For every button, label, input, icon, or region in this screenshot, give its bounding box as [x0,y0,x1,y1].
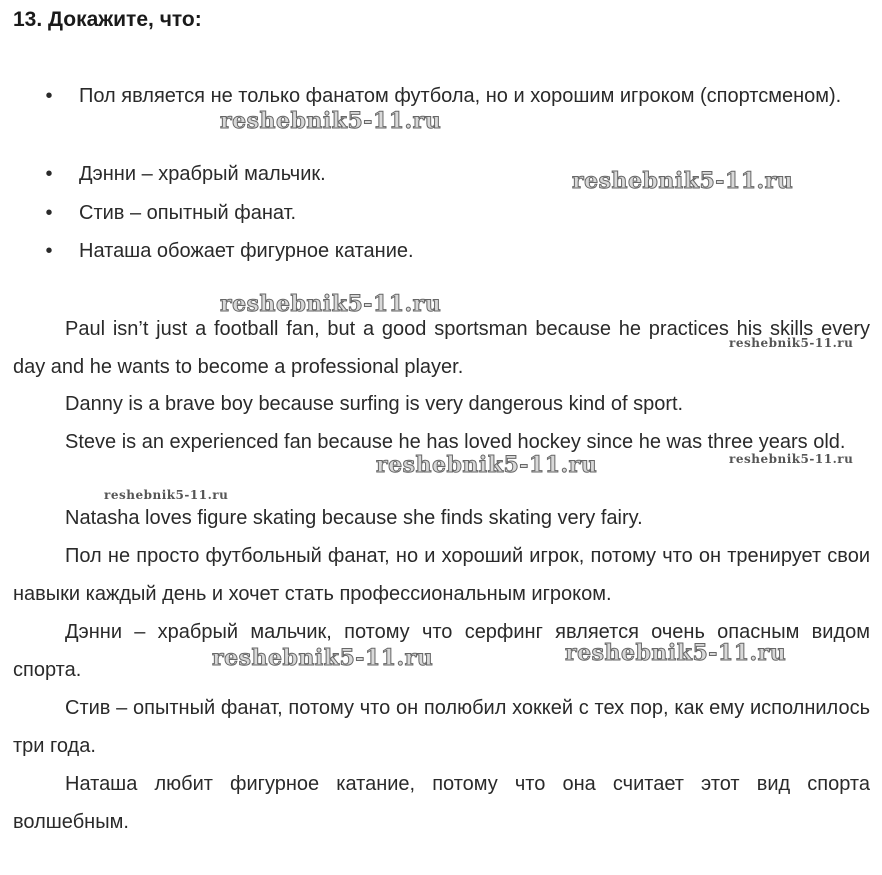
list-item-text: Наташа обожает фигурное катание. [79,240,414,262]
paragraph: Наташа любит фигурное катание, потому что она считает этот вид спорта волшебным. [13,773,870,833]
watermark: reshebnik5-11.ru [220,291,442,317]
bullet-dot-icon: • [45,202,53,224]
list-item-text: Стив – опытный фанат. [79,202,297,224]
bullet-dot-icon: • [45,85,53,107]
watermark: reshebnik5-11.ru [565,640,787,666]
paragraph: Дэнни – храбрый мальчик, потому что серфинг является очень опасным видом спорта. [13,621,870,681]
paragraph: Natasha loves figure skating because she finds skating very fairy. [65,507,643,529]
bullet-dot-icon: • [45,163,53,185]
paragraph: Danny is a brave boy because surfing is very dangerous kind of sport. [65,393,684,415]
paragraph: Paul isn’t just a football fan, but a good sportsman because he practices his skills every day and he wants to become a professional player. [13,318,870,378]
list-item-text: Пол является не только фанатом футбола, но и хорошим игроком (спортсменом). [79,85,842,107]
watermark: reshebnik5-11.ru [729,452,854,466]
list-item-text: Дэнни – храбрый мальчик. [79,163,326,185]
watermark: reshebnik5-11.ru [104,488,229,502]
paragraph: Steve is an experienced fan because he has loved hockey since he was three years old. [65,431,846,453]
watermark: reshebnik5-11.ru [220,108,442,134]
watermark: reshebnik5-11.ru [572,168,794,194]
watermark: reshebnik5-11.ru [212,645,434,671]
paragraph: Пол не просто футбольный фанат, но и хороший игрок, потому что он тренирует свои навыки каждый день и хочет стать профессиональным игроком. [13,545,870,605]
watermark: reshebnik5-11.ru [729,336,854,350]
watermark: reshebnik5-11.ru [376,452,598,478]
paragraph: Стив – опытный фанат, потому что он полюбил хоккей с тех пор, как ему исполнилось три года. [13,697,870,757]
bullet-dot-icon: • [45,240,53,262]
exercise-heading: 13. Докажите, что: [13,8,202,31]
